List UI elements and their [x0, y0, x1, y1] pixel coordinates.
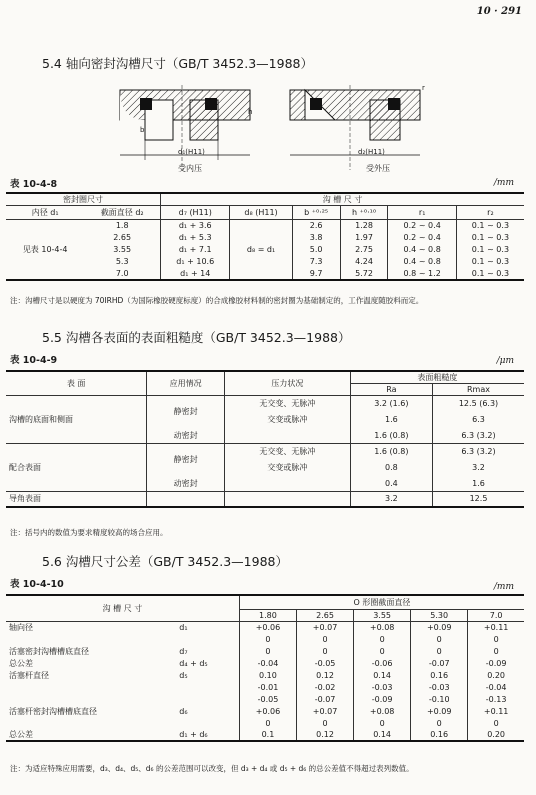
table2-header: 压力状况 — [225, 371, 351, 396]
table1-header: d₇ (H11) — [161, 206, 230, 220]
table-cell — [225, 492, 351, 507]
table-cell: -0.03 — [411, 681, 468, 693]
table-cell: 交变或脉冲 — [225, 460, 351, 476]
table-cell — [6, 693, 176, 705]
table-cell: 12.5 (6.3) — [433, 396, 524, 412]
table1-unit: /mm — [493, 178, 514, 188]
table-cell: 活塞杆密封沟槽槽底直径 — [9, 706, 97, 716]
caption-internal-pressure: 受内压 — [178, 164, 202, 173]
table1-inner-dia: 见表 10-4-4 — [22, 244, 68, 254]
table3-header-right: O 形圈截面直径 — [239, 595, 524, 609]
table-cell: 活塞杆直径 — [9, 670, 49, 680]
table3-diameter: 3.55 — [354, 609, 411, 621]
table1-header: b ⁺⁰·²⁵ — [292, 206, 340, 220]
table-cell — [6, 633, 176, 645]
table-cell: 4.24 — [340, 256, 388, 268]
table1-note: 注：沟槽尺寸是以硬度为 70IRHD（为国际橡胶硬度标度）的合成橡胶材料制的密封圈为基础制定的，工作温度随胶料而定。 — [10, 296, 424, 305]
table-cell — [176, 633, 239, 645]
table-cell: 0.1 ~ 0.3 — [456, 268, 524, 280]
table-row — [6, 657, 524, 669]
table3-header-left: 沟 槽 尺 寸 — [6, 595, 239, 621]
table-cell: 5.72 — [340, 268, 388, 280]
table-cell: 0.2 ~ 0.4 — [388, 220, 456, 232]
table-cell: 导角表面 — [9, 494, 41, 504]
table-cell: 0.2 ~ 0.4 — [388, 232, 456, 244]
table-cell: 12.5 — [433, 492, 524, 507]
table-cell: 0.14 — [354, 729, 411, 741]
table-cell: 0 — [297, 717, 354, 729]
b-label: b — [140, 126, 145, 134]
table-cell: d₅ — [179, 670, 188, 680]
table-row — [6, 396, 524, 412]
table-cell: 0.8 ~ 1.2 — [388, 268, 456, 280]
section-title-5-5: 5.5 沟槽各表面的表面粗糙度（GB/T 3452.3—1988） — [42, 330, 351, 345]
table3-unit: /mm — [493, 582, 514, 592]
table-cell: 0.4 ~ 0.8 — [388, 256, 456, 268]
section-title-5-6: 5.6 沟槽尺寸公差（GB/T 3452.3—1988） — [42, 554, 288, 569]
table-cell: 0.1 ~ 0.3 — [456, 256, 524, 268]
table-cell: 6.3 — [433, 412, 524, 428]
table-cell: 5.3 — [115, 257, 129, 266]
table1-group-left: 密封圈尺寸 — [6, 193, 161, 206]
table-cell: -0.01 — [239, 681, 296, 693]
table-cell: 0.10 — [239, 669, 296, 681]
table-cell — [176, 681, 239, 693]
table-cell: 3.2 — [433, 460, 524, 476]
table-cell — [176, 717, 239, 729]
table2-header-rmax: Rmax — [433, 384, 524, 396]
caption-external-pressure: 受外压 — [366, 164, 390, 173]
table-cell: 0.16 — [411, 669, 468, 681]
table-cell: 0.12 — [297, 669, 354, 681]
table-cell: 0.4 ~ 0.8 — [388, 244, 456, 256]
table-row — [6, 693, 524, 705]
table2-header-ra: Ra — [350, 384, 432, 396]
table-cell: 1.6 — [433, 476, 524, 492]
table2-header: 表面粗糙度 — [350, 371, 524, 384]
table-cell: +0.09 — [411, 705, 468, 717]
table-row — [6, 621, 524, 633]
table-cell — [6, 717, 176, 729]
right-dim-label: d₂(H11) — [358, 148, 385, 156]
table-cell: d₁ + 5.3 — [161, 232, 230, 244]
table-cell: 3.8 — [292, 232, 340, 244]
table-row — [6, 669, 524, 681]
table-cell: 5.0 — [292, 244, 340, 256]
table-cell: 0.1 — [239, 729, 296, 741]
table-cell: -0.05 — [239, 693, 296, 705]
table-row — [6, 729, 524, 741]
table-cell: 活塞密封沟槽槽底直径 — [9, 646, 89, 656]
table-row — [6, 220, 524, 232]
table3-note: 注：为适应特殊应用需要，d₃、d₄、d₅、d₆ 的公差范围可以改变，但 d₃ + d₄ 或 d₅ + d₆ 的总公差值不得超过表列数值。 — [10, 764, 414, 773]
table-cell: 交变或脉冲 — [225, 412, 351, 428]
table-cell: 动密封 — [147, 476, 225, 492]
table-cell: 0.12 — [297, 729, 354, 741]
table-cell: 0.20 — [468, 729, 524, 741]
table-cell: 0.16 — [411, 729, 468, 741]
section-title-5-4: 5.4 轴向密封沟槽尺寸（GB/T 3452.3—1988） — [42, 56, 313, 71]
table-cell: 1.6 (0.8) — [350, 428, 432, 444]
table1-header: d₈ (H11) — [230, 206, 292, 220]
table-cell: 0 — [411, 645, 468, 657]
table-cell: d₆ — [179, 706, 188, 716]
table-cell: +0.06 — [239, 705, 296, 717]
table-row — [6, 633, 524, 645]
table-cell: -0.03 — [354, 681, 411, 693]
table-cell: +0.06 — [239, 621, 296, 633]
table-cell — [147, 492, 225, 507]
left-dim-label: d₁(H11) — [178, 148, 205, 156]
table-cell: -0.07 — [411, 657, 468, 669]
table-cell — [225, 428, 351, 444]
table-cell: 0 — [297, 645, 354, 657]
table-cell: 3.2 — [350, 492, 432, 507]
table-cell: d₇ — [179, 646, 188, 656]
table-cell: 7.0 — [115, 268, 129, 278]
table-cell: -0.04 — [468, 681, 524, 693]
table-row — [6, 705, 524, 717]
table1-d8-formula: d₈ = d₁ — [230, 220, 292, 280]
table2-note: 注：括号内的数值为要求精度较高的场合应用。 — [10, 528, 168, 537]
table2-unit: /μm — [496, 356, 514, 366]
table-cell: 2.65 — [113, 233, 132, 242]
table-cell: -0.06 — [354, 657, 411, 669]
table-cell: 0 — [354, 633, 411, 645]
table3-diameter: 1.80 — [239, 609, 296, 621]
table-cell: 轴向径 — [9, 622, 33, 632]
table-cell: d₁ + 10.6 — [161, 256, 230, 268]
table-cell: d₁ + 3.6 — [161, 220, 230, 232]
table-cell: -0.02 — [297, 681, 354, 693]
table-cell: 总公差 — [9, 658, 33, 668]
table-cell: -0.13 — [468, 693, 524, 705]
surface-roughness-table — [6, 370, 524, 508]
table3-diameter: 5.30 — [411, 609, 468, 621]
table-cell: 6.3 (3.2) — [433, 444, 524, 460]
table-cell: 配合表面 — [9, 463, 41, 472]
table-cell: 静密封 — [147, 396, 225, 428]
table-row — [6, 444, 524, 460]
table-cell: d₁ + d₆ — [179, 730, 208, 739]
r-label: r — [422, 84, 425, 92]
table3-diameter: 2.65 — [297, 609, 354, 621]
table-cell: 动密封 — [147, 428, 225, 444]
table-cell: d₄ + d₅ — [179, 658, 208, 668]
table1-group-right: 沟 槽 尺 寸 — [161, 193, 524, 206]
table-cell: 0 — [354, 645, 411, 657]
table-cell: 0.20 — [468, 669, 524, 681]
table-cell: -0.10 — [411, 693, 468, 705]
table-cell — [225, 476, 351, 492]
table-cell: -0.07 — [297, 693, 354, 705]
table-cell: 1.8 — [115, 221, 129, 231]
table-cell: d₁ — [179, 622, 188, 632]
table-cell: -0.09 — [354, 693, 411, 705]
table-cell: d₁ + 14 — [161, 268, 230, 280]
table-cell — [6, 681, 176, 693]
table-cell: 0 — [297, 633, 354, 645]
h-label: h — [248, 108, 253, 116]
table-cell: 0 — [468, 633, 524, 645]
table-cell: 0 — [239, 645, 296, 657]
table-cell: 沟槽的底面和侧面 — [9, 415, 73, 424]
external-pressure-diagram — [290, 85, 420, 170]
table-cell: -0.05 — [297, 657, 354, 669]
table-row — [6, 492, 524, 507]
table-cell: +0.11 — [468, 621, 524, 633]
table-row — [6, 681, 524, 693]
table-cell: 1.6 (0.8) — [350, 444, 432, 460]
page-number: 10 · 291 — [476, 6, 522, 17]
table1-header: r₁ — [388, 206, 456, 220]
table3-diameter: 7.0 — [468, 609, 524, 621]
table-cell: 1.6 — [350, 412, 432, 428]
table2-header: 表 面 — [6, 371, 147, 396]
table-cell: 0 — [468, 645, 524, 657]
table1-header: 截面直径 d₂ — [84, 206, 160, 220]
table-cell: 2.6 — [292, 220, 340, 232]
table-cell: 0.4 — [350, 476, 432, 492]
table-cell: 0.1 ~ 0.3 — [456, 232, 524, 244]
groove-tolerance-table — [6, 594, 524, 742]
table1-header: r₂ — [456, 206, 524, 220]
table-cell: 2.75 — [340, 244, 388, 256]
table1-header: 内径 d₁ — [6, 206, 84, 220]
table-cell: 0.14 — [354, 669, 411, 681]
table-row — [6, 645, 524, 657]
table1-header: h ⁺⁰·¹⁰ — [340, 206, 388, 220]
table-cell: +0.08 — [354, 621, 411, 633]
table-cell: +0.08 — [354, 705, 411, 717]
table-cell — [176, 693, 239, 705]
table2-header: 应用情况 — [147, 371, 225, 396]
table-cell: 9.7 — [292, 268, 340, 280]
groove-size-table — [6, 192, 524, 281]
table-label-10-4-10: 表 10-4-10 — [10, 579, 64, 590]
table-cell: -0.09 — [468, 657, 524, 669]
table-cell: 静密封 — [147, 444, 225, 476]
table-cell: 0 — [411, 633, 468, 645]
table-cell: 0 — [354, 717, 411, 729]
table-label-10-4-9: 表 10-4-9 — [10, 355, 58, 366]
table-cell: 0 — [239, 717, 296, 729]
table-cell: +0.07 — [297, 621, 354, 633]
table-cell: 0.1 ~ 0.3 — [456, 244, 524, 256]
table-cell: +0.09 — [411, 621, 468, 633]
table-cell: +0.07 — [297, 705, 354, 717]
table-cell: 0.8 — [350, 460, 432, 476]
table-cell: +0.11 — [468, 705, 524, 717]
table-cell: d₁ + 7.1 — [161, 244, 230, 256]
table-cell: 1.28 — [340, 220, 388, 232]
table-cell: 0 — [468, 717, 524, 729]
table-cell: 总公差 — [9, 730, 33, 739]
table-label-10-4-8: 表 10-4-8 — [10, 179, 58, 190]
table-cell: 3.2 (1.6) — [350, 396, 432, 412]
table-cell: 7.3 — [292, 256, 340, 268]
table-row — [6, 717, 524, 729]
table-cell: 0 — [411, 717, 468, 729]
table-cell: 6.3 (3.2) — [433, 428, 524, 444]
table-cell: 0 — [239, 633, 296, 645]
table-cell: -0.04 — [239, 657, 296, 669]
table-cell: 0.1 ~ 0.3 — [456, 220, 524, 232]
table-cell: 无交变、无脉冲 — [225, 444, 351, 460]
table-cell: 1.97 — [340, 232, 388, 244]
table-cell: 3.55 — [113, 245, 132, 254]
table-cell: 无交变、无脉冲 — [225, 396, 351, 412]
